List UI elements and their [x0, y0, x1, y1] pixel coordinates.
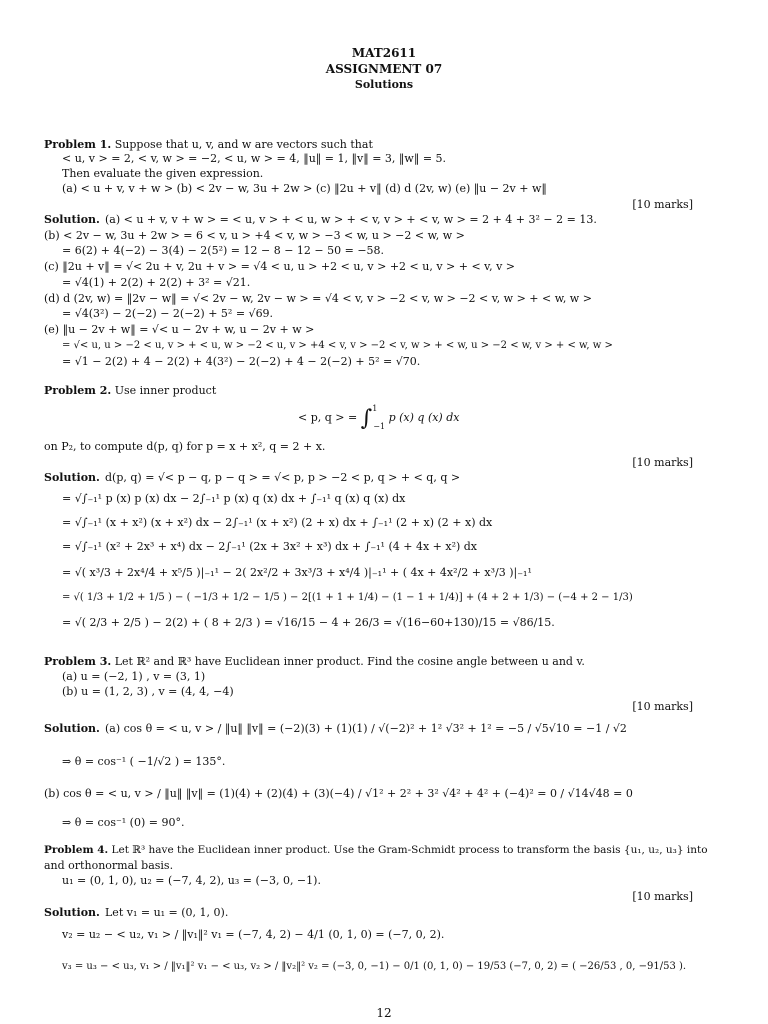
problem-1-parts: (a) < u + v, v + w > (b) < 2v − w, 3u + 2w > (c) ‖2u + v‖ (d) d (2v, w) (e) ‖u − 2v + w‖ — [62, 182, 547, 195]
problem-3-solution-label — [44, 722, 100, 736]
solution-1-line: = √4(1) + 2(2) + 2(2) + 3² = √21. — [62, 276, 251, 289]
problem-4-label: Problem 4. — [44, 844, 109, 856]
problem-3-part-b: (b) u = (1, 2, 3) , v = (4, 4, −4) — [62, 685, 234, 698]
problem-2-task: on P₂, to compute d(p, q) for p = x + x², q = 2 + x. — [44, 440, 326, 453]
solution-2-line: = √∫₋₁¹ (x² + 2x³ + x⁴) dx − 2∫₋₁¹ (2x + 3x² + x³) dx + ∫₋₁¹ (4 + 4x + x²) dx — [62, 540, 478, 553]
solution-2-line: = √( 1/3 + 1/2 + 1/5 ) − ( −1/3 + 1/2 − 1/5 ) − 2[(1 + 1 + 1/4) − (1 − 1 + 1/4)] + (4 + 2 + 1/3) − (−4 + 2 − 1/3) — [62, 592, 633, 603]
solution-3-line: ⇒ θ = cos⁻¹ (0) = 90°. — [62, 816, 185, 829]
solution-1-line: = √4(3²) − 2(−2) − 2(−2) + 5² = √69. — [62, 307, 274, 320]
problem-1-label: Problem 1. — [44, 138, 112, 151]
solution-2-line: = √( x³/3 + 2x⁴/4 + x⁵/5 )|₋₁¹ − 2( 2x²/2 + 3x³/3 + x⁴/4 )|₋₁¹ + ( 4x + 4x²/2 + x³/3 )|₋₁¹ — [62, 566, 532, 579]
problem-1-marks: [10 marks] — [632, 198, 693, 211]
problem-3-label: Problem 3. — [44, 655, 112, 668]
integral-sign: ∫ — [360, 406, 373, 431]
problem-4-statement — [44, 843, 708, 857]
solution-4-line: v₃ = u₃ − < u₃, v₁ > / ‖v₁‖² v₁ − < u₃, v₂ > / ‖v₂‖² v₂ = (−3, 0, −1) − 0/1 (0, 1, 0) − 19/53 (−7, 0, 2) = ( −26/53 , 0, −91/53 ). — [62, 961, 687, 972]
problem-1-intro: Suppose that u, v, and w are vectors such that — [114, 138, 373, 151]
problem-4-given: u₁ = (0, 1, 0), u₂ = (−7, 4, 2), u₃ = (−3, 0, −1). — [62, 874, 321, 887]
assignment-title: ASSIGNMENT 07 — [325, 62, 443, 76]
integral-upper: 1 — [372, 404, 378, 413]
problem-4-marks: [10 marks] — [632, 890, 693, 903]
problem-4-intro-continued: and orthonormal basis. — [44, 859, 174, 872]
problem-3-marks: [10 marks] — [632, 700, 693, 713]
problem-2-marks: [10 marks] — [632, 456, 693, 469]
solution-1-line: (d) d (2v, w) = ‖2v − w‖ = √< 2v − w, 2v − w > = √4 < v, v > −2 < v, w > −2 < v, w > + < w, w > — [44, 292, 592, 305]
document-subtitle: Solutions — [354, 78, 414, 91]
solution-3-line: (b) cos θ = < u, v > / ‖u‖ ‖v‖ = (1)(4) + (2)(4) + (3)(−4) / √1² + 2² + 3² √4² + 4² + (−4)² = 0 / √14√48 = 0 — [44, 787, 633, 800]
solution-label: Solution. — [44, 906, 100, 919]
solution-3-line: (a) cos θ = < u, v > / ‖u‖ ‖v‖ = (−2)(3) + (1)(1) / √(−2)² + 1² √3² + 1² = −5 / √5√10 = −1 / √2 — [105, 722, 627, 735]
solution-2-line: = √( 2/3 + 2/5 ) − 2(2) + ( 8 + 2/3 ) = √16/15 − 4 + 26/3 = √(16−60+130)/15 = √86/15. — [62, 616, 555, 629]
solution-2-line: d(p, q) = √< p − q, p − q > = √< p, p > −2 < p, q > + < q, q > — [105, 471, 461, 484]
problem-3-intro: Let ℝ² and ℝ³ have Euclidean inner product. Find the cosine angle between u and v. — [114, 655, 585, 668]
solution-4-line: v₂ = u₂ − < u₂, v₁ > / ‖v₁‖² v₁ = (−7, 4, 2) − 4/1 (0, 1, 0) = (−7, 0, 2). — [62, 928, 445, 941]
solution-1-line: = 6(2) + 4(−2) − 3(4) − 2(5²) = 12 − 8 − 12 − 50 = −58. — [62, 244, 385, 257]
integrand: p (x) q (x) dx — [388, 411, 460, 424]
problem-3-part-a: (a) u = (−2, 1) , v = (3, 1) — [62, 670, 206, 683]
solution-1-line: (e) ‖u − 2v + w‖ = √< u − 2v + w, u − 2v + w > — [44, 323, 315, 336]
page-number: 12 — [376, 1006, 392, 1020]
solution-1-line: (a) < u + v, v + w > = < u, v > + < u, w > + < v, v > + < v, w > = 2 + 4 + 3² − 2 = 13. — [105, 213, 597, 226]
solution-1-line: (b) < 2v − w, 3u + 2w > = 6 < v, u > +4 < v, w > −3 < w, u > −2 < w, w > — [44, 229, 465, 242]
solution-2-line: = √∫₋₁¹ (x + x²) (x + x²) dx − 2∫₋₁¹ (x + x²) (2 + x) dx + ∫₋₁¹ (2 + x) (2 + x) dx — [62, 516, 493, 529]
problem-2-label: Problem 2. — [44, 384, 112, 397]
solution-1-line: (c) ‖2u + v‖ = √< 2u + v, 2u + v > = √4 < u, u > +2 < u, v > +2 < u, v > + < v, v > — [44, 260, 516, 273]
course-code: MAT2611 — [351, 46, 417, 60]
solution-4-line: Let v₁ = u₁ = (0, 1, 0). — [105, 906, 229, 919]
solution-1-line: = √< u, u > −2 < u, v > + < u, w > −2 < u, v > +4 < v, v > −2 < v, w > + < w, u > −2 < w, v > + < w, w > — [62, 340, 613, 351]
problem-1-statement — [44, 138, 373, 152]
solution-label: Solution. — [44, 722, 100, 735]
inner-product-formula — [298, 400, 459, 434]
solution-label: Solution. — [44, 213, 100, 226]
solution-1-line: = √1 − 2(2) + 4 − 2(2) + 4(3²) − 2(−2) + 4 − 2(−2) + 5² = √70. — [62, 355, 421, 368]
problem-1-task: Then evaluate the given expression. — [62, 167, 264, 180]
formula-lhs: < p, q > = — [298, 411, 358, 424]
problem-2-intro: Use inner product — [114, 384, 217, 397]
problem-2-solution-label — [44, 471, 100, 485]
integral-lower: −1 — [373, 422, 386, 431]
solution-2-line: = √∫₋₁¹ p (x) p (x) dx − 2∫₋₁¹ p (x) q (x) dx + ∫₋₁¹ q (x) q (x) dx — [62, 492, 406, 505]
solution-label: Solution. — [44, 471, 100, 484]
problem-4-solution-label — [44, 906, 100, 920]
problem-2-statement — [44, 384, 216, 398]
solution-3-line: ⇒ θ = cos⁻¹ ( −1/√2 ) = 135°. — [62, 755, 226, 768]
problem-1-solution-label — [44, 213, 100, 227]
problem-3-statement — [44, 655, 585, 669]
problem-4-intro: Let ℝ³ have the Euclidean inner product. Use the Gram-Schmidt process to transform the basis {u₁, u₂, u₃} into — [111, 844, 708, 856]
problem-1-given: < u, v > = 2, < v, w > = −2, < u, w > = 4, ‖u‖ = 1, ‖v‖ = 3, ‖w‖ = 5. — [62, 152, 447, 165]
